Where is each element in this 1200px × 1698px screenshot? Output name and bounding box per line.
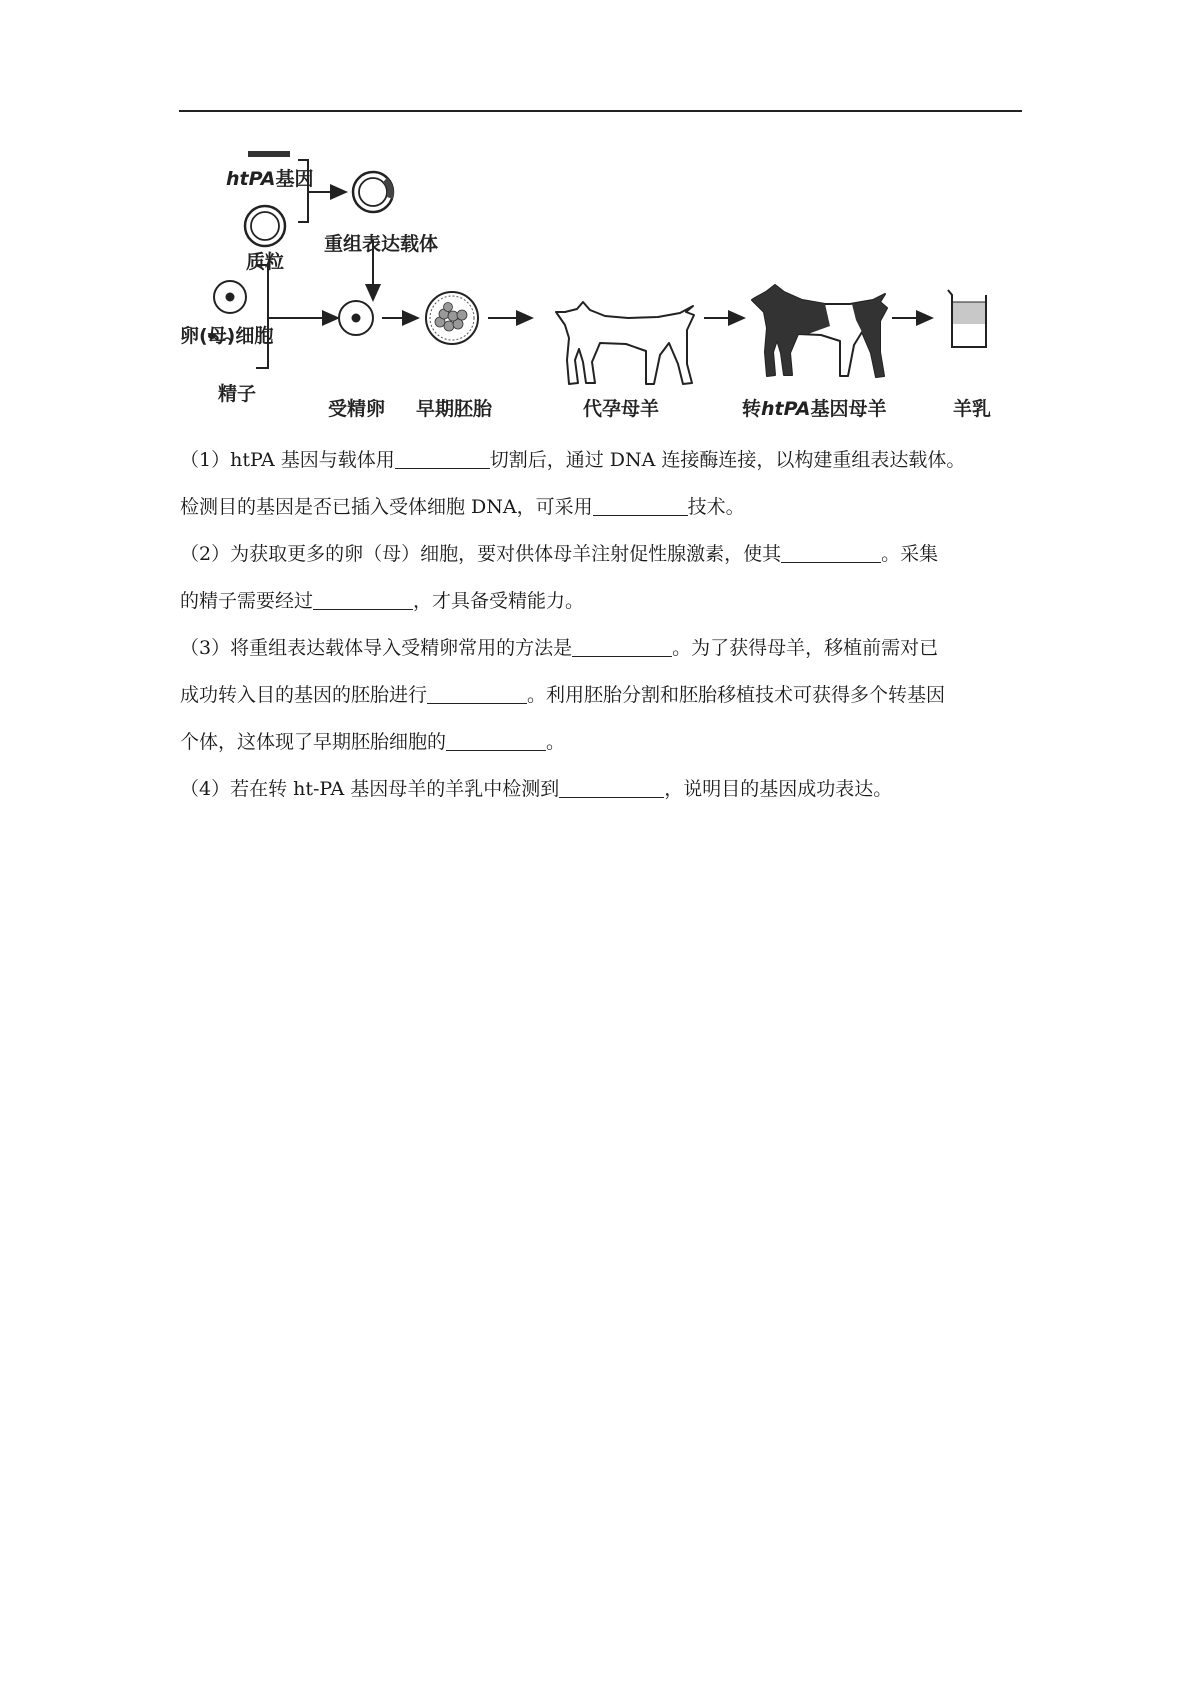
egg-icon [214,281,246,313]
bracket-bottom [256,265,268,368]
sperm-label: 精子 [218,383,257,405]
answer-blank[interactable] [313,589,413,610]
surrogate-goat-icon [556,302,694,384]
zygote-label: 受精卵 [328,398,386,420]
transgenic-goat-icon [752,285,887,377]
zygote-icon [339,301,373,335]
plasmid-icon [245,206,285,246]
question-2-cont: 的精子需要经过 ，才具备受精能力。 [180,590,585,612]
vector-label: 重组表达载体 [324,233,439,255]
question-block [180,437,1025,813]
answer-blank[interactable] [572,636,672,657]
header-rule [179,110,1022,112]
question-1-cont: 检测目的基因是否已插入受体细胞 DNA，可采用 技术。 [180,496,745,518]
embryo-label: 早期胚胎 [416,398,493,420]
answer-blank[interactable] [781,542,881,563]
answer-blank[interactable] [559,777,664,798]
transgenic-goat-diagram [180,140,1020,430]
recombinant-vector-icon [353,172,393,212]
plasmid-label: 质粒 [246,251,285,273]
question-3: （3）将重组表达载体导入受精卵常用的方法是 。为了获得母羊，移植前需对已 [180,637,939,659]
milk-label: 羊乳 [953,398,992,420]
question-2: （2）为获取更多的卵（母）细胞，要对供体母羊注射促性腺激素，使其 。采集 [180,543,939,565]
transgenic-label: 转htPA基因母羊 [742,398,887,420]
question-4: （4）若在转 ht-PA 基因母羊的羊乳中检测到 ，说明目的基因成功表达。 [180,778,893,800]
surrogate-label: 代孕母羊 [583,398,660,420]
answer-blank[interactable] [427,683,527,704]
answer-blank[interactable] [446,730,546,751]
gene-bar [248,151,290,157]
egg-label: 卵(母)细胞 [180,325,274,347]
question-3-cont2: 个体，这体现了早期胚胎细胞的 。 [180,731,566,753]
question-1: （1）htPA 基因与载体用 切割后，通过 DNA 连接酶连接，以构建重组表达载体。 [180,449,966,471]
gene-label: htPA基因 [226,168,314,190]
answer-blank[interactable] [395,448,490,469]
embryo-icon [426,292,478,344]
milk-beaker-icon [948,290,986,347]
question-3-cont: 成功转入目的基因的胚胎进行 。利用胚胎分割和胚胎移植技术可获得多个转基因 [180,684,946,706]
answer-blank[interactable] [593,495,688,516]
